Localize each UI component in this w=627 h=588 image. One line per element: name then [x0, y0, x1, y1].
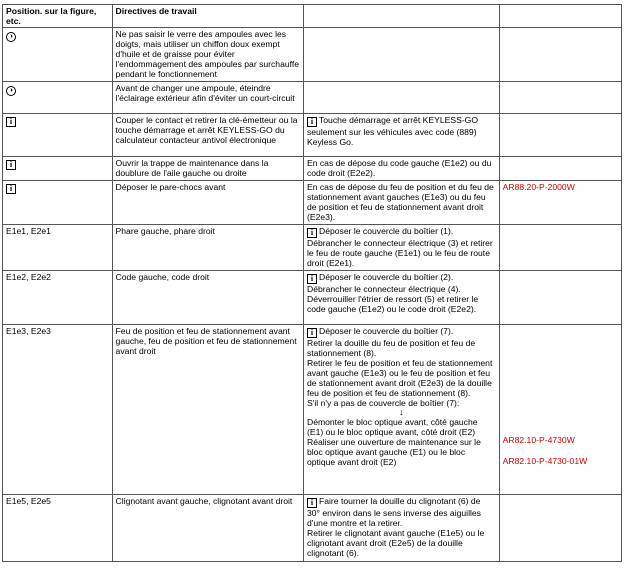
- table-row: [3, 495, 622, 562]
- position-cell: E1e3, E2e3: [3, 325, 113, 495]
- note-line: Débrancher le connecteur électrique (3) et retirer le feu de route gauche (E1e1) ou le feu de route droit (E2e1).: [306, 238, 493, 268]
- note-cell: [303, 271, 499, 325]
- note-line: Démonter le bloc optique avant, côté gauche (E1) ou le bloc optique avant, côté droit (E2): [306, 417, 478, 437]
- info-icon: i: [307, 274, 317, 284]
- reference-cell: [499, 157, 621, 181]
- info-icon: i: [307, 228, 317, 238]
- table-row: [3, 28, 622, 82]
- directive-cell: Ne pas saisir le verre des ampoules avec les doigts, mais utiliser un chiffon doux exempt d'huile et de graisse pour éviter l'endommagement des ampoules par surchauffe pendant le fonctionnement: [112, 28, 303, 82]
- note-line: Déverrouiller l'étrier de ressort (5) et retirer le code gauche (E1e2) ou le code droit (E2e2).: [306, 294, 479, 314]
- note-cell: [303, 114, 499, 157]
- reference-cell: [499, 181, 621, 225]
- note-line: Débrancher le connecteur électrique (4).: [306, 284, 461, 294]
- note-cell: [303, 495, 499, 562]
- note-cell: [303, 28, 499, 82]
- position-cell: [3, 157, 113, 181]
- info-icon: i: [6, 184, 16, 194]
- directive-cell: Feu de position et feu de stationnement avant gauche, feu de position et feu de stationnement avant droit: [112, 325, 303, 495]
- reference-link[interactable]: AR82.10-P-4730W: [502, 435, 575, 445]
- position-cell: [3, 181, 113, 225]
- reference-cell: [499, 82, 621, 114]
- table-row: [3, 325, 622, 495]
- reference-cell: [499, 495, 621, 562]
- directive-cell: Déposer le pare-chocs avant: [112, 181, 303, 225]
- table-row: [3, 82, 622, 114]
- directive-cell: Clignotant avant gauche, clignotant avant droit: [112, 495, 303, 562]
- note-line: Retirer le clignotant avant gauche (E1e5) ou le clignotant avant droit (E2e5) de la douille clignotant (6).: [306, 528, 485, 558]
- reference-cell: [499, 271, 621, 325]
- header-row: [3, 5, 622, 28]
- reference-cell: [499, 225, 621, 271]
- header-directives: Directives de travail: [112, 5, 303, 28]
- reference-cell: [499, 114, 621, 157]
- note-line: Réaliser une ouverture de maintenance sur le bloc optique avant gauche (E1) ou le bloc optique avant droit (E2): [306, 437, 481, 467]
- reference-link[interactable]: AR88.20-P-2000W: [502, 182, 575, 192]
- directive-cell: Code gauche, code droit: [112, 271, 303, 325]
- directive-cell: Phare gauche, phare droit: [112, 225, 303, 271]
- work-instructions-table: [2, 4, 622, 562]
- table-row: [3, 181, 622, 225]
- reference-link[interactable]: AR82.10-P-4730-01W: [502, 456, 588, 466]
- directive-cell: Avant de changer une ampoule, éteindre l'éclairage extérieur afin d'éviter un court-circuit: [112, 82, 303, 114]
- warning-icon: ◑: [6, 32, 16, 42]
- note-line: Retirer la douille du feu de position et feu de stationnement (8).: [306, 338, 476, 358]
- table-row: [3, 225, 622, 271]
- note-cell: [303, 325, 499, 495]
- position-cell: E1e5, E2e5: [3, 495, 113, 562]
- info-icon: i: [6, 160, 16, 170]
- position-cell: E1e2, E2e2: [3, 271, 113, 325]
- note-cell: [303, 225, 499, 271]
- table-row: [3, 271, 622, 325]
- note-line: Déposer le couvercle du boîtier (2).: [318, 272, 454, 282]
- header-note: [303, 5, 499, 28]
- note-line: Faire tourner la douille du clignotant (6) de 30° environ dans le sens inverse des aiguilles d'une montre et la retirer.: [306, 496, 481, 528]
- directive-cell: Ouvrir la trappe de maintenance dans la doublure de l'aile gauche ou droite: [112, 157, 303, 181]
- info-icon: i: [307, 498, 317, 508]
- note-line: Déposer le couvercle du boîtier (1).: [318, 226, 454, 236]
- info-icon: i: [307, 328, 317, 338]
- header-position: Position. sur la figure, etc.: [3, 5, 113, 28]
- table-row: [3, 157, 622, 181]
- position-cell: [3, 114, 113, 157]
- warning-icon: ◑: [6, 86, 16, 96]
- reference-cell: [499, 28, 621, 82]
- note-cell: En cas de dépose du code gauche (E1e2) ou du code droit (E2e2).: [303, 157, 499, 181]
- header-reference: [499, 5, 621, 28]
- info-icon: i: [307, 117, 317, 127]
- position-cell: E1e1, E2e1: [3, 225, 113, 271]
- arrow-down-icon: ↓: [399, 407, 404, 417]
- table-row: [3, 114, 622, 157]
- reference-cell: [499, 325, 621, 495]
- note-line: Retirer le feu de position et feu de stationnement avant gauche (E1e3) ou le feu de position et feu de stationnement avant droit (E2e3) de la douille feu de position et feu de stationnement (8).: [306, 358, 493, 398]
- note-line: Déposer le couvercle du boîtier (7).: [318, 326, 454, 336]
- directive-cell: Couper le contact et retirer la clé-émetteur ou la touche démarrage et arrêt KEYLESS-GO du calculateur contacteur antivol électronique: [112, 114, 303, 157]
- note-cell: En cas de dépose du feu de position et du feu de stationnement avant gauches (E1e3) ou du feu de position et feu de stationnement avant droit (E2e3).: [303, 181, 499, 225]
- position-cell: [3, 82, 113, 114]
- note-line: S'il n'y a pas de couvercle de boîtier (7):: [306, 398, 460, 408]
- note-text: Touche démarrage et arrêt KEYLESS-GO seulement sur les véhicules avec code (889) Keyless Go.: [306, 115, 479, 147]
- info-icon: i: [6, 117, 16, 127]
- note-cell: [303, 82, 499, 114]
- position-cell: [3, 28, 113, 82]
